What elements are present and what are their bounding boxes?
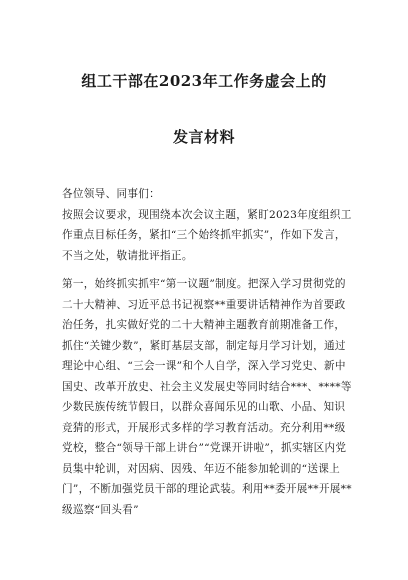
document-body (62, 184, 352, 520)
salutation: 各位领导、同事们： (62, 188, 161, 200)
paragraph-first-point: 第一，始终抓实抓牢“第一议题”制度。把深入学习贯彻党的二十大精神、习近平总书记视察**重要讲话精神作为首要政治任务，扎实做好党的二十大精神主题教育前期准备工作，抓住“关键少数”，紧盯基层支部，制定每月学习计划，通过理论中心组、“三会一课”和个人自学，深入学习党史、新中国史、改革开放史、社会主义发展史等同时结合***、****等少数民族传统节假日，以群众喜闻乐见的山歌、小品、知识竞猜的形式，开展形式多样的学习教育活动。充分利用**级党校，整合“领导干部上讲台”“党课开讲啦”，抓实辖区内党员集中轮训，对因病、因残、年迈不能参加轮训的“送课上门”，不断加强党员干部的理论武装。利用**委开展**开展**级巡察“回头看” (62, 278, 352, 516)
document-title-line-1: 组工干部在2023年工作务虚会上的 (81, 72, 327, 90)
document-title-line-2: 发言材料 (172, 128, 235, 146)
paragraph-intro: 按照会议要求，现围绕本次会议主题，紧盯2023年度组织工作重点目标任务，紧扣“三个始终抓牢抓实”，作如下发言，不当之处，敬请批评指正。 (62, 208, 352, 262)
paragraph-gap (62, 266, 352, 274)
